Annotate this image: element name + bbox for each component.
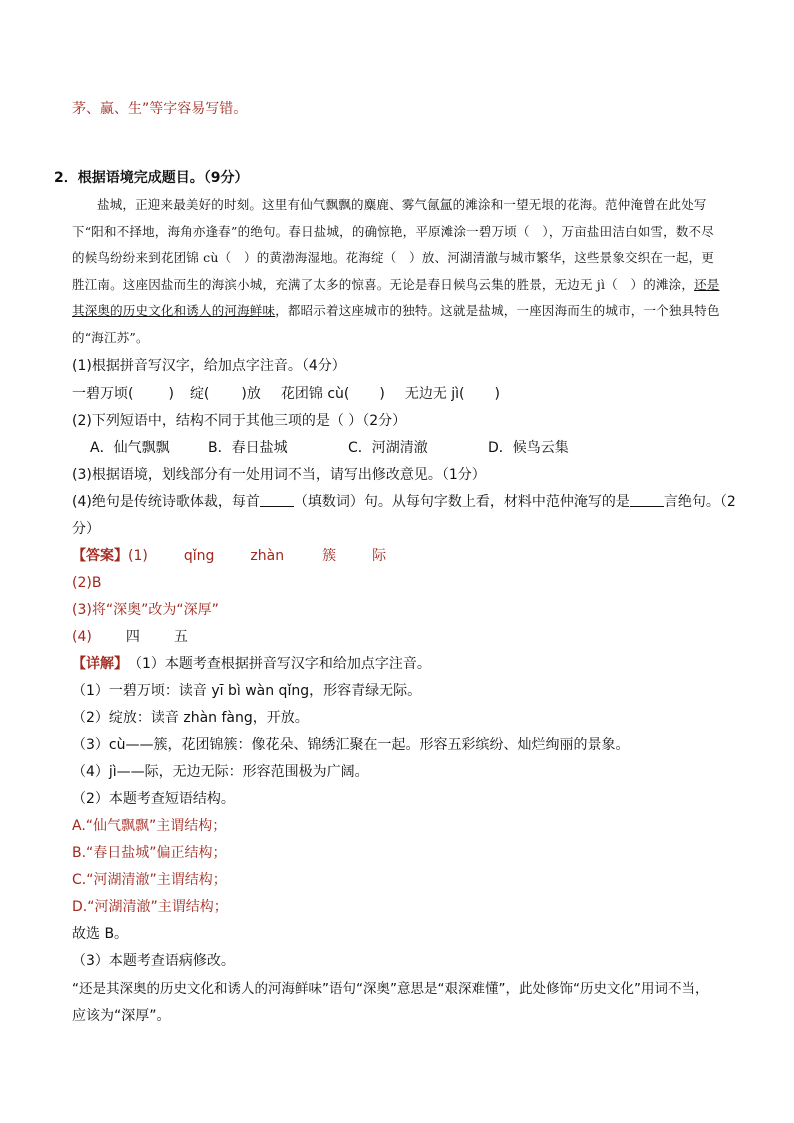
option-c: C．河湖清澈 (348, 440, 428, 456)
answer-line-1 (72, 546, 386, 566)
explanation-line-10: 故选 B。 (72, 926, 129, 942)
option-d: D．候鸟云集 (488, 440, 569, 456)
passage-part2: ，都昭示着这座城市的独特。这就是盐城，一座因海而生的城市，一个独具特色的“海江苏”。 (72, 303, 720, 345)
sub3-prompt: (3)根据语境，划线部分有一处用词不当，请写出修改意见。（1分） (72, 467, 486, 483)
option-b: B．春日盐城 (208, 440, 288, 456)
answer-1-item-2: 簇 (322, 548, 337, 564)
sub1-item-3: )放 (241, 386, 261, 402)
explanation-text-0: （1）本题考查根据拼音写汉字和给加点字注音。 (128, 656, 431, 672)
answer-1-item-0: qǐng (183, 548, 215, 564)
explanation-line-8: C.“河湖清澈”主谓结构； (72, 872, 227, 888)
top-line: 茅、赢、生”等字容易写错。 (72, 101, 248, 117)
explanation-line-11: （3）本题考查语病修改。 (72, 953, 235, 969)
question-title: 2．根据语境完成题目。（9分） (54, 170, 249, 186)
sub4-blank-2 (630, 492, 664, 507)
explanation-line-7: B.“春日盐城”偏正结构； (72, 845, 227, 861)
sub1-item-7: ) (494, 386, 500, 402)
answer-2: (2)B (72, 575, 102, 591)
answer-1-prefix: (1) (128, 548, 148, 564)
sub4-text-a: (4)绝句是传统诗歌体裁，每首 (72, 494, 260, 510)
sub4-text-c: 言绝句。（2 (663, 494, 736, 510)
answer-1-item-1: zhàn (250, 548, 285, 564)
passage-part1: 盐城，正迎来最美好的时刻。这里有仙气飘飘的麋鹿、雾气氤氲的滩涂和一望无垠的花海。范仲淹曾在此处写下“阳和不择地，海角亦逢春”的绝句。春日盐城，的确惊艳，平原滩涂一碧万顷（ ），万亩盐田洁白如雪，数不尽的候鸟纷纷来到花团锦 cù（ ）的黄渤海湿地。花海绽（ ）放、河湖清澈与城市繁华，这些景象交织在一起，更胜江南。这座因盐而生的海滨小城，充满了太多的惊喜。无论是春日候鸟云集的胜景，无边无 jì（ ）的滩涂， (72, 197, 714, 292)
sub1-prompt: (1)根据拼音写汉字，给加点字注音。（4分） (72, 358, 346, 374)
explanation-line-1: （1）一碧万顷：读音 yī bì wàn qǐng，形容青绿无际。 (72, 683, 422, 699)
answer-4 (72, 627, 188, 647)
sub1-item-5: ) (379, 386, 385, 402)
explanation-line-0 (72, 654, 431, 674)
explanation-line-6: A.“仙气飘飘”主谓结构； (72, 818, 227, 834)
sub2-prompt: (2)下列短语中，结构不同于其他三项的是（ ）（2分） (72, 413, 407, 429)
sub1-item-4: 花团锦 cù( (280, 386, 350, 402)
answer-4-prefix: (4) (72, 629, 92, 645)
explanation-line-2: （2）绽放：读音 zhàn fàng，开放。 (72, 710, 309, 726)
sub1-items (72, 384, 500, 404)
explanation-line-9: D.“河湖清澈”主谓结构； (72, 899, 228, 915)
sub1-item-6: 无边无 jì( (404, 386, 465, 402)
answer-4-item-0: 四 (125, 629, 140, 645)
sub1-item-1: ) (168, 386, 174, 402)
sub4-blank-1 (260, 492, 294, 507)
explanation-line-13: 应该为“深厚”。 (72, 1008, 171, 1024)
sub4-text-d: 分） (72, 521, 100, 537)
explanation-line-12: “还是其深奥的历史文化和诱人的河海鲜味”语句“深奥”意思是“艰深难懂”，此处修饰“历史文化”用词不当， (72, 981, 709, 997)
passage-underlined: 还是其深奥的历史文化和诱人的河海鲜味 (72, 276, 720, 318)
sub1-item-2: 绽( (189, 386, 210, 402)
sub4-line (72, 492, 736, 512)
explanation-line-5: （2）本题考查短语结构。 (72, 791, 235, 807)
answer-1-item-3: 际 (372, 548, 387, 564)
explanation-label: 【详解】 (72, 656, 128, 672)
answer-4-item-1: 五 (173, 629, 188, 645)
explanation-line-4: （4）jì——际，无边无际：形容范围极为广阔。 (72, 764, 369, 780)
sub4-text-b: （填数词）句。从每句字数上看，材料中范仲淹写的是 (293, 494, 630, 510)
passage (72, 192, 722, 351)
explanation-line-3: （3）cù——簇，花团锦簇：像花朵、锦绣汇聚在一起。形容五彩缤纷、灿烂绚丽的景象。 (72, 737, 630, 753)
sub2-options (90, 438, 569, 458)
answer-label: 【答案】 (72, 548, 128, 564)
option-a: A．仙气飘飘 (90, 440, 170, 456)
answer-3: (3)将“深奥”改为“深厚” (72, 602, 219, 618)
sub1-item-0: 一碧万顷( (72, 386, 134, 402)
